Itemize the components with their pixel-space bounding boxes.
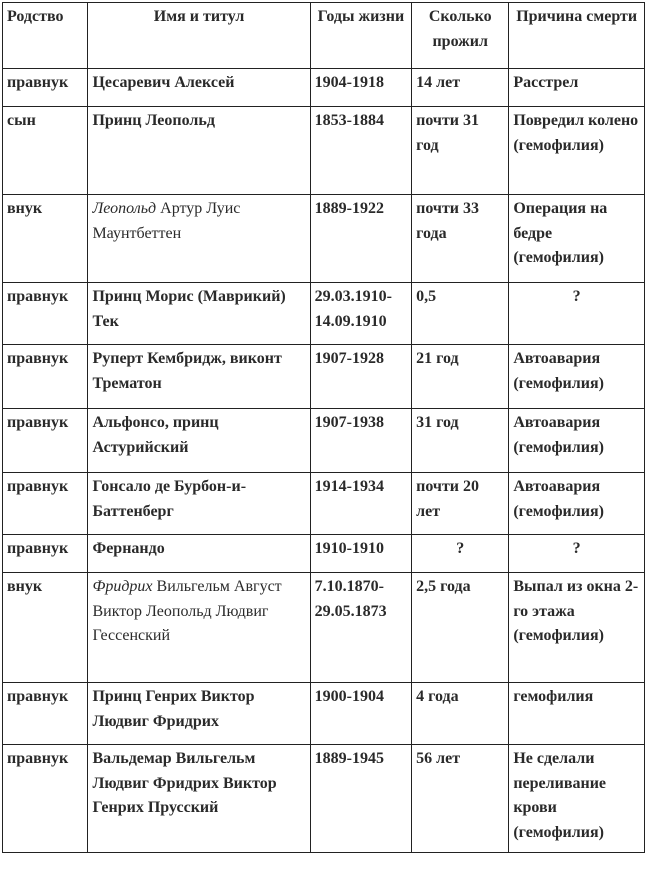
table-row: [3, 345, 645, 409]
cell-age: 4 года: [412, 683, 509, 745]
cell-cause: Операция на бедре (гемофилия): [509, 195, 645, 283]
table-row: [3, 473, 645, 535]
cell-relation: правнук: [3, 535, 88, 573]
cell-cause: Повредил колено (гемофилия): [509, 107, 645, 195]
cell-years: 1853-1884: [310, 107, 411, 195]
table-row: [3, 107, 645, 195]
name-rest-part: Вильгельм Август Виктор Леопольд Людвиг Гессенский: [92, 578, 282, 644]
cell-relation: сын: [3, 107, 88, 195]
cell-cause: Выпал из окна 2-го этажа (гемофилия): [509, 573, 645, 683]
cell-years: 1907-1928: [310, 345, 411, 409]
cell-name: Цесаревич Алексей: [88, 69, 310, 107]
cell-age: почти 33 года: [412, 195, 509, 283]
cell-relation: правнук: [3, 345, 88, 409]
cell-cause: Автоавария (гемофилия): [509, 409, 645, 473]
cell-name: Фернандо: [88, 535, 310, 573]
table-row: [3, 69, 645, 107]
table-row: [3, 535, 645, 573]
cell-name: Альфонсо, принц Астурийский: [88, 409, 310, 473]
cell-name: Вальдемар Вильгельм Людвиг Фридрих Виктор Генрих Прусский: [88, 745, 310, 853]
cell-age: 2,5 года: [412, 573, 509, 683]
cell-years: 29.03.1910-14.09.1910: [310, 283, 411, 345]
cell-age: 56 лет: [412, 745, 509, 853]
header-relation: Родство: [3, 3, 88, 69]
table-row: [3, 573, 645, 683]
cell-relation: правнук: [3, 473, 88, 535]
cell-relation: правнук: [3, 283, 88, 345]
cell-relation: правнук: [3, 409, 88, 473]
name-italic-part: Леопольд: [92, 200, 157, 217]
cell-name: [88, 573, 310, 683]
header-row: [3, 3, 645, 69]
cell-years: 1889-1922: [310, 195, 411, 283]
cell-name: [88, 195, 310, 283]
cell-cause: ?: [509, 535, 645, 573]
table-row: [3, 683, 645, 745]
header-cause: Причина смерти: [509, 3, 645, 69]
table-row: [3, 745, 645, 853]
cell-name: Принц Генрих Виктор Людвиг Фридрих: [88, 683, 310, 745]
cell-cause: Не сделали переливание крови (гемофилия): [509, 745, 645, 853]
cell-age: 14 лет: [412, 69, 509, 107]
cell-years: 1907-1938: [310, 409, 411, 473]
cell-name: Принц Леопольд: [88, 107, 310, 195]
table-row: [3, 195, 645, 283]
cell-age: почти 31 год: [412, 107, 509, 195]
cell-name: Принц Морис (Маврикий) Тек: [88, 283, 310, 345]
table-row: [3, 283, 645, 345]
cell-cause: Расстрел: [509, 69, 645, 107]
cell-years: 1900-1904: [310, 683, 411, 745]
cell-age: почти 20 лет: [412, 473, 509, 535]
cell-years: 1910-1910: [310, 535, 411, 573]
header-name: Имя и титул: [88, 3, 310, 69]
cell-cause: ?: [509, 283, 645, 345]
header-years: Годы жизни: [310, 3, 411, 69]
cell-age: 31 год: [412, 409, 509, 473]
table-row: [3, 409, 645, 473]
cell-age: 21 год: [412, 345, 509, 409]
cell-cause: гемофилия: [509, 683, 645, 745]
cell-years: 1904-1918: [310, 69, 411, 107]
cell-relation: внук: [3, 195, 88, 283]
cell-relation: внук: [3, 573, 88, 683]
cell-relation: правнук: [3, 69, 88, 107]
cell-relation: правнук: [3, 745, 88, 853]
cell-years: 1914-1934: [310, 473, 411, 535]
cell-cause: Автоавария (гемофилия): [509, 473, 645, 535]
cell-name: Гонсало де Бурбон-и-Баттенберг: [88, 473, 310, 535]
name-italic-part: Фридрих: [92, 578, 153, 595]
cell-years: 1889-1945: [310, 745, 411, 853]
cell-cause: Автоавария (гемофилия): [509, 345, 645, 409]
cell-age: 0,5: [412, 283, 509, 345]
cell-age: ?: [412, 535, 509, 573]
hemophilia-descendants-table: [2, 2, 645, 853]
name-rest-part: Артур Луис Маунтбеттен: [92, 200, 241, 242]
cell-years: 7.10.1870-29.05.1873: [310, 573, 411, 683]
header-age: Сколько прожил: [412, 3, 509, 69]
cell-name: Руперт Кембридж, виконт Трематон: [88, 345, 310, 409]
cell-relation: правнук: [3, 683, 88, 745]
